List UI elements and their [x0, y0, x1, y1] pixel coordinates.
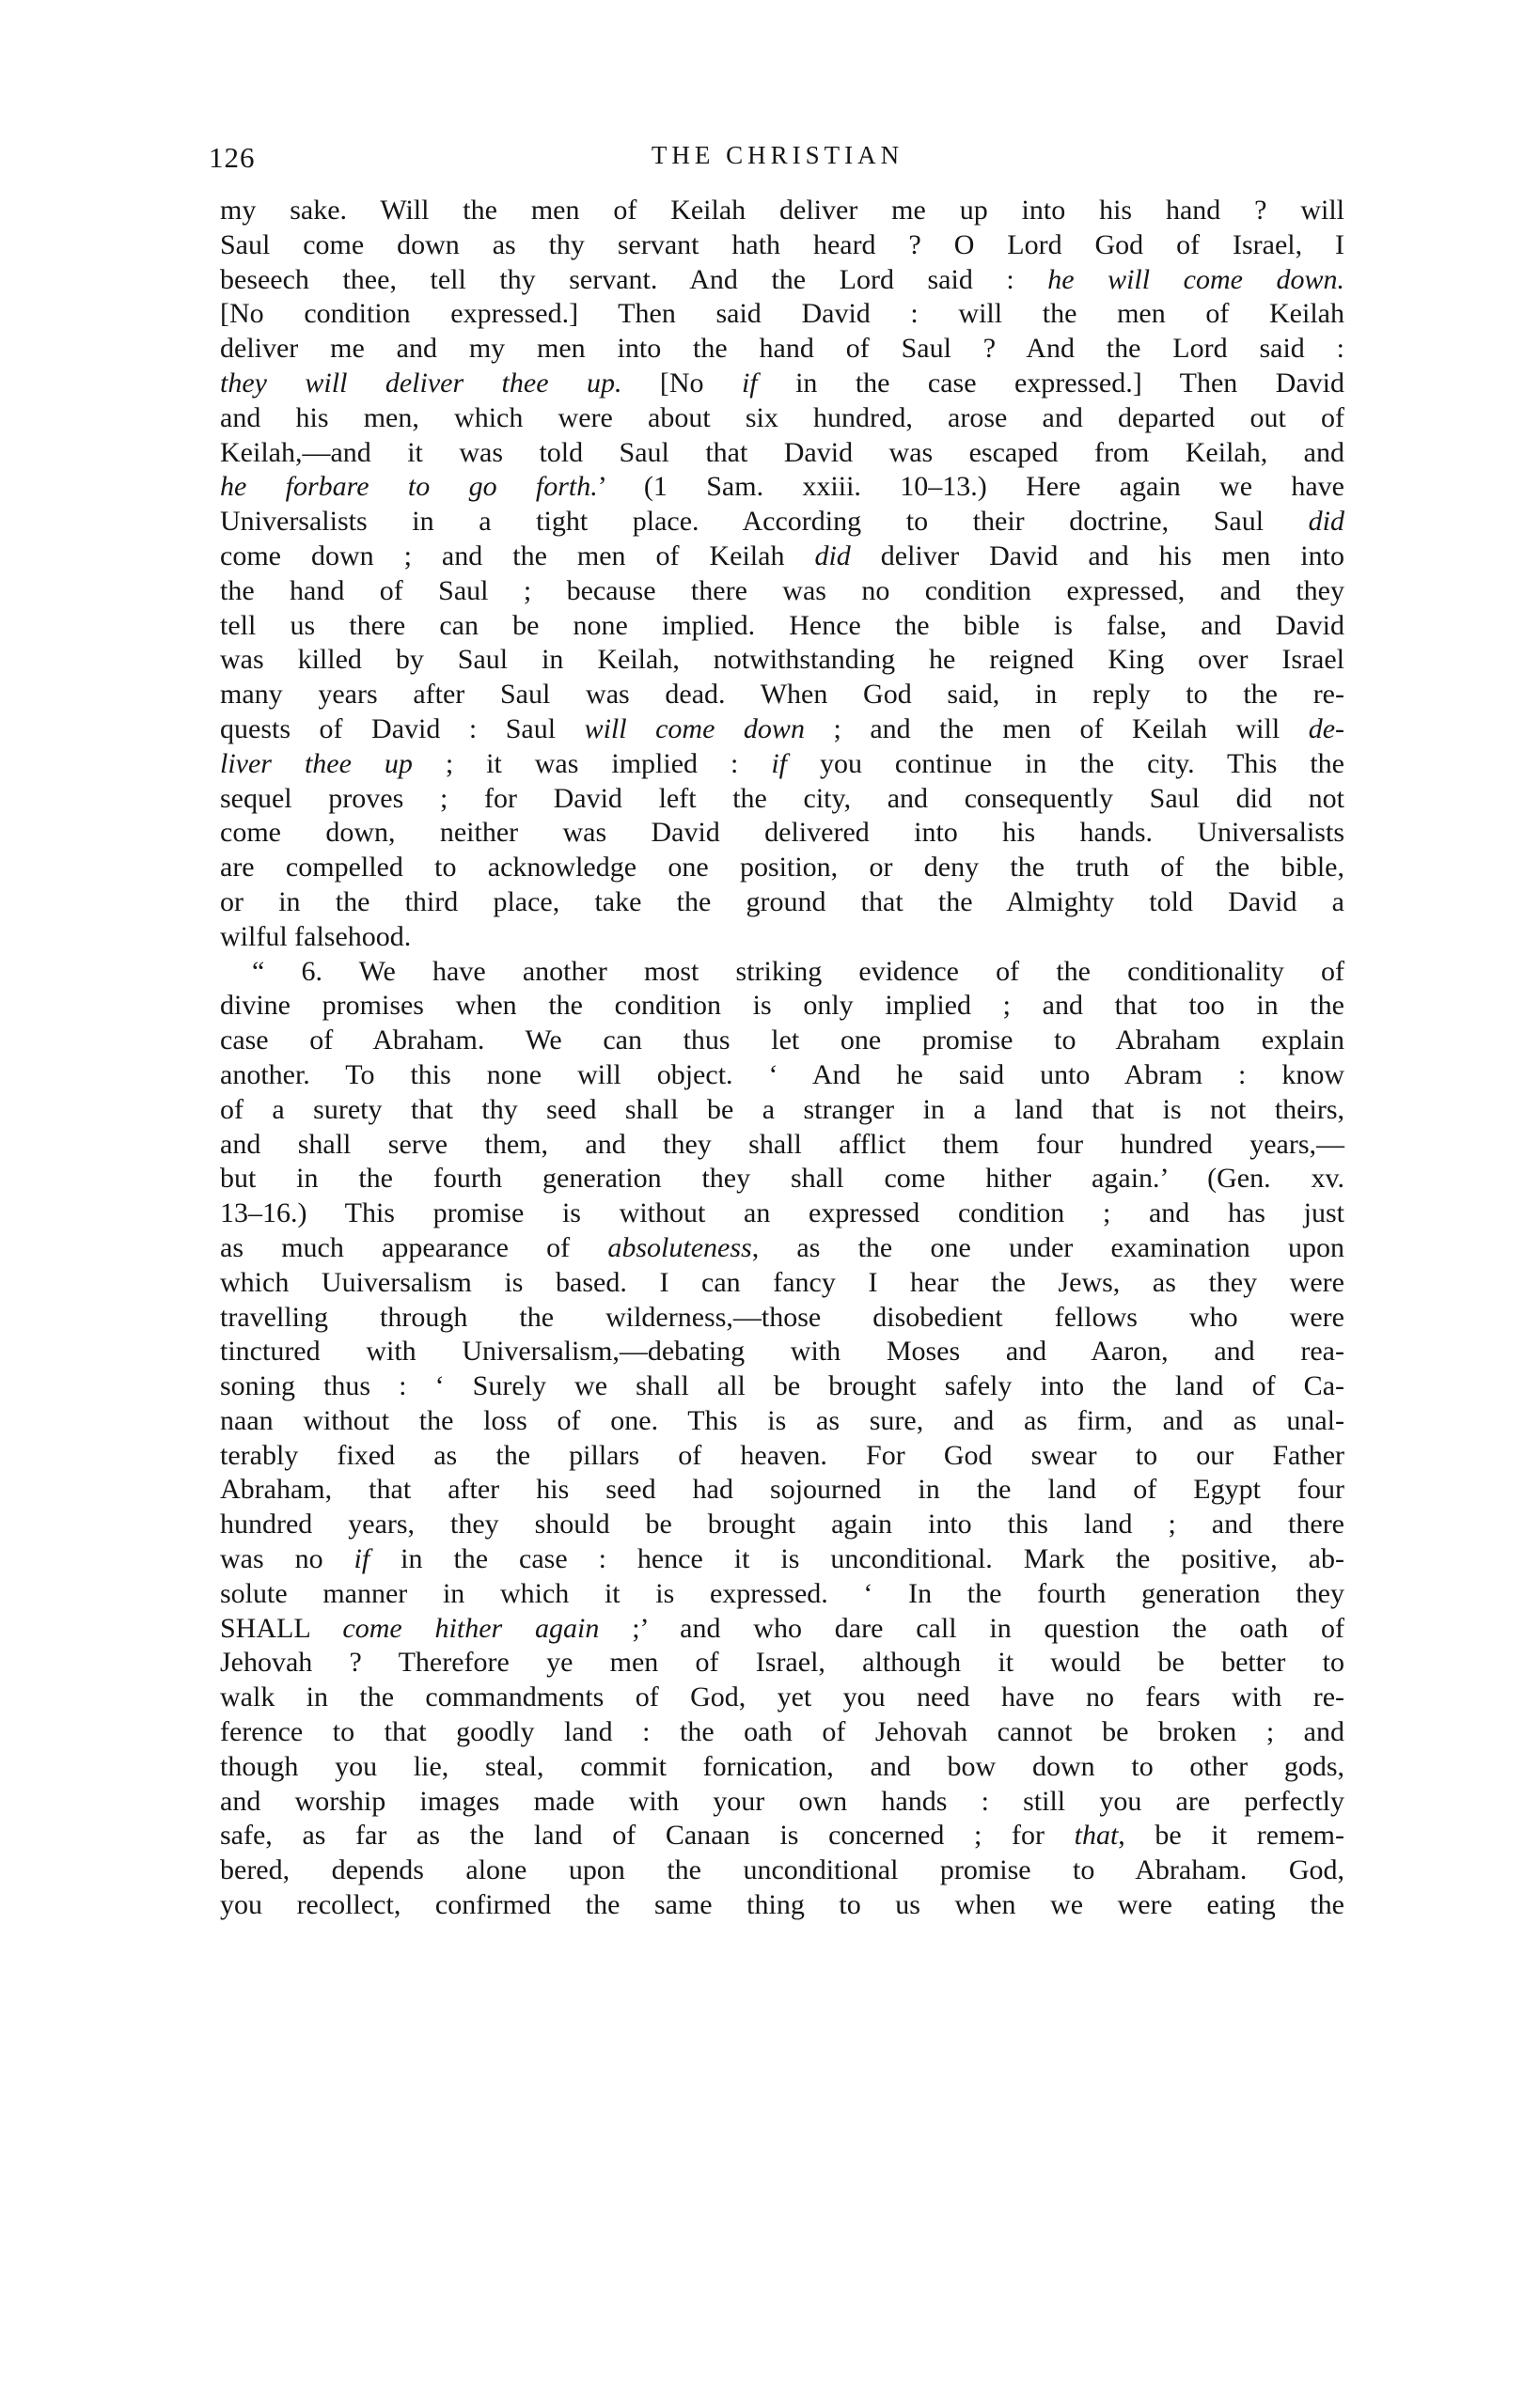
text-span: ; it was implied : [412, 747, 772, 779]
text-span: “ 6. We have another most striking evidence of the conditionality of [252, 955, 1344, 987]
text-span: [No [621, 367, 742, 399]
text-span: come down, neither was David delivered into his hands. Universalists [220, 817, 1344, 849]
text-line [220, 1266, 1344, 1301]
text-span: , as the one under examination upon [751, 1231, 1344, 1263]
text-line [220, 816, 1344, 851]
text-span: tell us there can be none implied. Hence the bible is false, and David [220, 609, 1344, 641]
text-line [220, 332, 1344, 367]
text-span: the hand of Saul ; because there was no condition expressed, and they [220, 574, 1344, 606]
text-span: ; and the men of Keilah will [804, 712, 1309, 744]
text-line [220, 1128, 1344, 1163]
text-line [220, 1612, 1344, 1647]
text-line [220, 1853, 1344, 1888]
italic-text: if [354, 1543, 370, 1575]
text-line [220, 782, 1344, 817]
text-span: and shall serve them, and they shall afflict them four hundred years,— [220, 1128, 1344, 1160]
text-line [220, 1646, 1344, 1681]
text-span: of a surety that thy seed shall be a stranger in a land that is not theirs, [220, 1093, 1344, 1125]
text-line [220, 851, 1344, 885]
italic-text: come hither again [342, 1612, 600, 1644]
text-line [220, 1577, 1344, 1612]
page-number: 126 [209, 141, 256, 174]
body-text [220, 194, 1344, 1923]
text-line [220, 1439, 1344, 1474]
text-span: naan without the loss of one. This is as sure, and as firm, and as unal- [220, 1404, 1344, 1436]
text-line [220, 643, 1344, 678]
page-header [209, 141, 1346, 188]
text-span: was no [220, 1543, 354, 1575]
text-span: SHALL [220, 1612, 343, 1644]
text-line [220, 297, 1344, 332]
text-span: quests of David : Saul [220, 712, 585, 744]
text-span: in the case : hence it is unconditional. Mark the positive, ab- [369, 1543, 1344, 1575]
italic-text: if [771, 747, 787, 779]
text-span: ’ (1 Sam. xxiii. 10–13.) Here again we have [597, 471, 1344, 503]
text-line [220, 609, 1344, 644]
italic-text: that [1074, 1820, 1119, 1852]
text-span: which Uuiversalism is based. I can fancy I hear the Jews, as they were [220, 1266, 1344, 1298]
text-span: terably fixed as the pillars of heaven. For God swear to our Father [220, 1439, 1344, 1471]
text-span: divine promises when the condition is only implied ; and that too in the [220, 990, 1344, 1022]
italic-text: de- [1308, 712, 1345, 744]
text-span: hundred years, they should be brought again into this land ; and there [220, 1509, 1344, 1540]
text-line [220, 1093, 1344, 1128]
text-line [220, 1819, 1344, 1853]
text-line [220, 1024, 1344, 1058]
italic-text: they will deliver thee up. [220, 367, 622, 399]
text-line [220, 1508, 1344, 1542]
text-line [220, 1335, 1344, 1369]
italic-text: did [814, 539, 851, 571]
text-line [220, 1681, 1344, 1715]
text-line [220, 1715, 1344, 1750]
text-line [220, 1369, 1344, 1404]
text-line [220, 470, 1344, 505]
text-span: beseech thee, tell thy servant. And the Lord said : [220, 263, 1048, 295]
text-line [220, 194, 1344, 228]
text-span: [No condition expressed.] Then said David : will the men of Keilah [220, 298, 1344, 330]
text-line [220, 1888, 1344, 1923]
text-span: you continue in the city. This the [786, 747, 1344, 779]
italic-text: if [741, 367, 758, 399]
text-line [220, 539, 1344, 574]
text-line [220, 505, 1344, 539]
text-span: in the case expressed.] Then David [757, 367, 1344, 399]
text-line [220, 885, 1344, 920]
text-span: case of Abraham. We can thus let one promise to Abraham explain [220, 1024, 1344, 1056]
text-span: , be it remem- [1118, 1820, 1344, 1852]
text-span: safe, as far as the land of Canaan is concerned ; for [220, 1820, 1075, 1852]
italic-text: did [1308, 506, 1344, 538]
text-span: was killed by Saul in Keilah, notwithstanding he reigned King over Israel [220, 644, 1344, 676]
text-span: ference to that goodly land : the oath of Jehovah cannot be broken ; and [220, 1716, 1344, 1748]
text-line [220, 1196, 1344, 1231]
text-line [220, 1404, 1344, 1439]
text-line [220, 678, 1344, 712]
text-span: 13–16.) This promise is without an expressed condition ; and has just [220, 1197, 1344, 1229]
text-span: my sake. Will the men of Keilah deliver me up into his hand ? will [220, 195, 1344, 226]
text-span: bered, depends alone upon the unconditional promise to Abraham. God, [220, 1854, 1344, 1886]
text-line [220, 228, 1344, 263]
text-line [220, 574, 1344, 609]
text-line [220, 989, 1344, 1024]
text-span: Keilah,—and it was told Saul that David was escaped from Keilah, and [220, 436, 1344, 468]
text-span: and his men, which were about six hundred, arose and departed out of [220, 401, 1344, 433]
text-span: or in the third place, take the ground that the Almighty told David a [220, 885, 1344, 917]
text-span: deliver David and his men into [850, 539, 1344, 571]
text-line [220, 1058, 1344, 1093]
text-span: but in the fourth generation they shall come hither again.’ (Gen. xv. [220, 1163, 1344, 1195]
text-span: as much appearance of [220, 1231, 608, 1263]
text-line [220, 1301, 1344, 1336]
text-span: you recollect, confirmed the same thing to us when we were eating the [220, 1889, 1344, 1921]
text-span: sequel proves ; for David left the city, and consequently Saul did not [220, 782, 1344, 814]
text-span: solute manner in which it is expressed. ‘ In the fourth generation they [220, 1577, 1344, 1609]
italic-text: he will come down. [1047, 263, 1344, 295]
text-span: tinctured with Universalism,—debating with Moses and Aaron, and rea- [220, 1336, 1344, 1368]
text-line [220, 1542, 1344, 1577]
text-line [220, 1231, 1344, 1266]
text-span: another. To this none will object. ‘ And he said unto Abram : know [220, 1058, 1344, 1090]
text-line [220, 436, 1344, 471]
text-span: soning thus : ‘ Surely we shall all be brought safely into the land of Ca- [220, 1370, 1344, 1402]
text-line [220, 401, 1344, 436]
text-span: Abraham, that after his seed had sojourned in the land of Egypt four [220, 1474, 1344, 1506]
italic-text: liver thee up [220, 747, 413, 779]
text-span: and worship images made with your own hands : still you are perfectly [220, 1785, 1344, 1817]
text-line [220, 712, 1344, 747]
text-span: wilful falsehood. [220, 920, 412, 952]
text-span: Jehovah ? Therefore ye men of Israel, although it would be better to [220, 1647, 1344, 1679]
text-line [220, 955, 1344, 990]
text-line [220, 1750, 1344, 1785]
text-line [220, 1473, 1344, 1508]
text-line [220, 1785, 1344, 1820]
text-span: travelling through the wilderness,—those disobedient fellows who were [220, 1301, 1344, 1333]
italic-text: will come down [584, 712, 805, 744]
text-span: Universalists in a tight place. According to their doctrine, Saul [220, 506, 1309, 538]
text-line [220, 367, 1344, 401]
text-line [220, 920, 1344, 955]
running-head: THE CHRISTIAN [651, 141, 904, 169]
text-line [220, 263, 1344, 298]
italic-text: he forbare to go forth. [220, 471, 598, 503]
italic-text: absoluteness [607, 1231, 752, 1263]
text-span: though you lie, steal, commit fornication, and bow down to other gods, [220, 1750, 1344, 1782]
text-span: are compelled to acknowledge one position, or deny the truth of the bible, [220, 852, 1344, 883]
text-span: walk in the commandments of God, yet you need have no fears with re- [220, 1681, 1344, 1713]
text-span: Saul come down as thy servant hath heard ? O Lord God of Israel, I [220, 228, 1344, 260]
text-span: come down ; and the men of Keilah [220, 539, 815, 571]
text-span: deliver me and my men into the hand of Saul ? And the Lord said : [220, 333, 1344, 365]
text-span: many years after Saul was dead. When God said, in reply to the re- [220, 679, 1344, 711]
text-span: ;’ and who dare call in question the oath of [599, 1612, 1344, 1644]
text-line [220, 1162, 1344, 1196]
text-line [220, 747, 1344, 782]
